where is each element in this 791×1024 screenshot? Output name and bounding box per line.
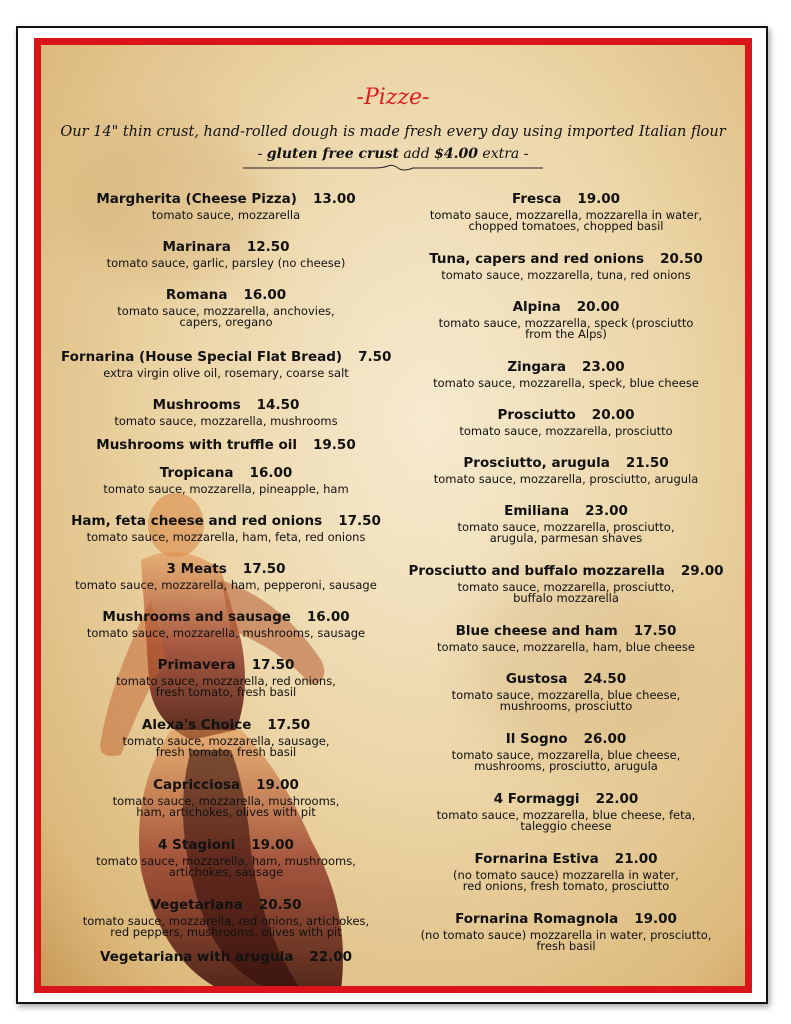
menu-item-name: Prosciutto (497, 407, 576, 423)
menu-item-name: Emiliana (504, 503, 570, 519)
menu-item-description (61, 484, 391, 495)
menu-item (61, 191, 391, 221)
menu-item-heading (61, 465, 391, 481)
menu-item-price: 17.50 (267, 717, 311, 733)
menu-item-name: Fornarina (House Special Flat Bread) (61, 349, 343, 365)
menu-item-heading (401, 299, 731, 315)
menu-item-description (401, 270, 731, 281)
menu-item-name: Capricciosa (153, 777, 241, 793)
menu-item-price: 17.50 (251, 657, 295, 673)
description-line: red onions, fresh tomato, prosciutto (462, 879, 670, 893)
menu-item-heading (61, 777, 391, 793)
menu-item-name: Margherita (Cheese Pizza) (96, 191, 297, 207)
menu-item-name: Primavera (157, 657, 236, 673)
menu-item-heading (401, 851, 731, 867)
description-line: tomato sauce, mozzarella, sausage, (122, 734, 330, 748)
description-line: from the Alps) (525, 327, 607, 341)
menu-item-name: Ham, feta cheese and red onions (71, 513, 323, 529)
description-line: buffalo mozzarella (513, 591, 619, 605)
menu-item-heading (61, 513, 391, 529)
menu-item (61, 717, 391, 758)
menu-item-price: 22.00 (595, 791, 639, 807)
menu-item-name: Romana (165, 287, 228, 303)
menu-item-description (401, 582, 731, 604)
menu-item-price: 19.00 (251, 837, 294, 853)
menu-item-name: Mushrooms (152, 397, 241, 413)
description-line: tomato sauce, mozzarella, ham, feta, red onions (86, 530, 366, 544)
menu-item-price: 17.50 (242, 561, 286, 577)
menu-item-heading (401, 191, 731, 207)
menu-item-description (61, 306, 391, 328)
menu-item-description (401, 426, 731, 437)
menu-item-price: 12.50 (246, 239, 290, 255)
menu-item (401, 623, 731, 653)
description-line: fresh tomato, fresh basil (155, 745, 297, 759)
menu-item (61, 465, 391, 495)
menu-item-name: Prosciutto and buffalo mozzarella (408, 563, 665, 579)
menu-item (401, 359, 731, 389)
description-line: tomato sauce, garlic, parsley (no cheese) (106, 256, 346, 270)
menu-item (401, 503, 731, 544)
description-line: capers, oregano (179, 315, 273, 329)
description-line: tomato sauce, mozzarella, speck, blue cheese (433, 376, 699, 390)
menu-item-name: Alexa's Choice (141, 717, 252, 733)
menu-item-price: 17.50 (633, 623, 677, 639)
menu-item-heading (401, 791, 731, 807)
menu-item (61, 513, 391, 543)
description-line: tomato sauce, mozzarella, ham, blue cheese (437, 640, 695, 654)
description-line: tomato sauce, mozzarella, prosciutto (459, 424, 673, 438)
menu-item-price: 17.50 (338, 513, 381, 529)
description-line: fresh tomato, fresh basil (155, 685, 297, 699)
description-line: fresh basil (536, 939, 596, 953)
menu-item-heading (61, 561, 391, 577)
menu-item-description (401, 522, 731, 544)
menu-item-description (61, 532, 391, 543)
description-line: red peppers, mushrooms, olives with pit (110, 925, 342, 939)
menu-item-description (401, 378, 731, 389)
description-line: artichokes, sausage (168, 865, 284, 879)
description-line: tomato sauce, mozzarella, mushrooms (114, 414, 338, 428)
menu-item-name: Fresca (511, 191, 562, 207)
menu-item-description (61, 676, 391, 698)
menu-item-heading (401, 251, 731, 267)
menu-item-heading (401, 455, 731, 471)
menu-item (401, 191, 731, 232)
description-line: mushrooms, prosciutto, arugula (474, 759, 658, 773)
menu-item-price: 24.50 (583, 671, 627, 687)
menu-item (61, 609, 391, 639)
menu-item-description (401, 318, 731, 340)
menu-item-name: Fornarina Romagnola (455, 911, 619, 927)
menu-item (401, 455, 731, 485)
description-line: (no tomato sauce) mozzarella in water, (453, 868, 679, 882)
description-line: chopped tomatoes, chopped basil (468, 219, 664, 233)
menu-item-name: Tuna, capers and red onions (429, 251, 645, 267)
description-line: tomato sauce, mozzarella, ham, pepperoni, sausage (75, 578, 377, 592)
menu-page (16, 26, 768, 1004)
menu-item-price: 26.00 (583, 731, 627, 747)
menu-item-heading (401, 731, 731, 747)
menu-item (401, 407, 731, 437)
menu-item-description (61, 796, 391, 818)
gluten-free-label: gluten free crust (266, 146, 399, 162)
menu-item-price: 21.50 (625, 455, 669, 471)
menu-item-heading (61, 949, 391, 965)
menu-item-name: Vegetariana with arugula (99, 949, 294, 965)
description-line: tomato sauce, mozzarella, blue cheese, (451, 688, 681, 702)
description-line: ham, artichokes, olives with pit (136, 805, 316, 819)
menu-item-price: 20.50 (258, 897, 302, 913)
menu-item-description (401, 642, 731, 653)
menu-item (401, 299, 731, 340)
menu-item-name: Blue cheese and ham (455, 623, 618, 639)
menu-item-price: 29.00 (680, 563, 724, 579)
menu-item-price: 19.00 (577, 191, 621, 207)
menu-item (61, 837, 391, 878)
menu-item-heading (401, 911, 731, 927)
menu-item-description (61, 856, 391, 878)
menu-item-description (61, 736, 391, 758)
description-line: arugula, parmesan shaves (489, 531, 643, 545)
menu-item-price: 21.00 (614, 851, 658, 867)
menu-item-description (401, 750, 731, 772)
menu-item-price: 19.50 (313, 437, 356, 453)
menu-item-description (61, 580, 391, 591)
menu-item-price: 16.00 (306, 609, 350, 625)
decorative-swirl-icon (243, 164, 543, 172)
menu-item-price: 23.00 (581, 359, 625, 375)
description-line: tomato sauce, mozzarella, mushrooms, sausage (86, 626, 366, 640)
menu-item-name: Mushrooms with truffle oil (96, 437, 298, 453)
description-line: taleggio cheese (520, 819, 612, 833)
menu-item-heading (61, 657, 391, 673)
description-line: tomato sauce, mozzarella, pineapple, ham (103, 482, 349, 496)
description-line: tomato sauce, mozzarella, prosciutto, arugula (433, 472, 699, 486)
menu-item-description (61, 916, 391, 938)
menu-item-name: Prosciutto, arugula (463, 455, 610, 471)
menu-item (401, 731, 731, 772)
menu-item-price: 7.50 (358, 349, 392, 365)
menu-item-heading (61, 397, 391, 413)
description-line: tomato sauce, mozzarella, mushrooms, (112, 794, 340, 808)
menu-item-heading (61, 287, 391, 303)
gluten-free-price: $4.00 (434, 146, 478, 162)
menu-item (61, 561, 391, 591)
menu-item-name: Vegetariana (150, 897, 243, 913)
menu-item-description (401, 210, 731, 232)
menu-item-price: 16.00 (249, 465, 293, 481)
menu-item-name: Tropicana (159, 465, 234, 481)
menu-item-price: 14.50 (256, 397, 300, 413)
menu-item-price: 19.00 (256, 777, 299, 793)
menu-item-description (61, 416, 391, 427)
menu-item (61, 657, 391, 698)
menu-item-description (61, 258, 391, 269)
menu-item-heading (401, 623, 731, 639)
menu-item-price: 20.50 (660, 251, 703, 267)
menu-item-price: 20.00 (576, 299, 620, 315)
menu-item (401, 671, 731, 712)
menu-item (61, 239, 391, 269)
menu-item-heading (401, 563, 731, 579)
menu-item-price: 20.00 (591, 407, 635, 423)
menu-item-name: Alpina (512, 299, 561, 315)
description-line: mushrooms, prosciutto (499, 699, 633, 713)
description-line: tomato sauce, mozzarella, blue cheese, feta, (436, 808, 696, 822)
menu-item-heading (61, 837, 391, 853)
menu-item (61, 349, 391, 379)
menu-item-name: 3 Meats (166, 561, 227, 577)
menu-item-price: 22.00 (309, 949, 353, 965)
description-line: tomato sauce, mozzarella, anchovies, (117, 304, 335, 318)
menu-item-name: Il Sogno (505, 731, 568, 747)
description-line: tomato sauce, mozzarella, prosciutto, (457, 520, 675, 534)
menu-item-price: 16.00 (243, 287, 287, 303)
menu-item (401, 851, 731, 892)
menu-item-name: Mushrooms and sausage (102, 609, 291, 625)
description-line: tomato sauce, mozzarella, red onions, (116, 674, 336, 688)
menu-item-heading (401, 671, 731, 687)
description-line: tomato sauce, mozzarella, prosciutto, (457, 580, 675, 594)
menu-item-heading (61, 239, 391, 255)
menu-item-heading (61, 349, 391, 365)
section-title: -Pizze- (356, 85, 430, 110)
menu-item-description (401, 810, 731, 832)
gluten-free-note: - gluten free crust add $4.00 extra - (257, 146, 529, 162)
menu-item-description (401, 930, 731, 952)
menu-item (401, 791, 731, 832)
menu-item-description (61, 628, 391, 639)
menu-item (61, 437, 391, 453)
description-line: tomato sauce, mozzarella, tuna, red onions (441, 268, 691, 282)
menu-item-name: Zingara (507, 359, 566, 375)
menu-item-price: 13.00 (312, 191, 356, 207)
menu-item-heading (61, 897, 391, 913)
menu-item-description (61, 368, 391, 379)
menu-item-heading (401, 407, 731, 423)
menu-item-heading (401, 503, 731, 519)
menu-item-heading (401, 359, 731, 375)
menu-item-description (401, 690, 731, 712)
menu-item-description (401, 870, 731, 892)
menu-item (401, 251, 731, 281)
menu-item-name: Gustosa (505, 671, 568, 687)
description-line: tomato sauce, mozzarella, mozzarella in water, (429, 208, 703, 222)
menu-item-name: 4 Stagioni (158, 837, 236, 853)
menu-item-heading (61, 437, 391, 453)
menu-item-name: Marinara (162, 239, 231, 255)
description-line: tomato sauce, mozzarella, ham, mushrooms, (96, 854, 356, 868)
menu-item-heading (61, 191, 391, 207)
menu-item-description (61, 210, 391, 221)
menu-item-price: 23.00 (585, 503, 628, 519)
menu-item-heading (61, 717, 391, 733)
menu-item-price: 19.00 (634, 911, 677, 927)
description-line: tomato sauce, mozzarella (151, 208, 301, 222)
menu-frame (34, 38, 752, 993)
menu-item (61, 897, 391, 938)
dough-description: Our 14" thin crust, hand-rolled dough is made fresh every day using imported Italian flour (60, 124, 726, 140)
description-line: tomato sauce, mozzarella, red onions, artichokes, (82, 914, 370, 928)
menu-item-heading (61, 609, 391, 625)
description-line: extra virgin olive oil, rosemary, coarse salt (103, 366, 349, 380)
description-line: tomato sauce, mozzarella, speck (prosciutto (438, 316, 694, 330)
menu-item (401, 911, 731, 952)
menu-header (41, 85, 745, 172)
menu-item (61, 777, 391, 818)
description-line: tomato sauce, mozzarella, blue cheese, (451, 748, 681, 762)
menu-item-description (401, 474, 731, 485)
menu-item-name: Fornarina Estiva (474, 851, 599, 867)
description-line: (no tomato sauce) mozzarella in water, prosciutto, (420, 928, 712, 942)
menu-item (61, 287, 391, 328)
menu-item (61, 397, 391, 427)
menu-item (401, 563, 731, 604)
menu-item (61, 949, 391, 965)
menu-item-name: 4 Formaggi (493, 791, 580, 807)
